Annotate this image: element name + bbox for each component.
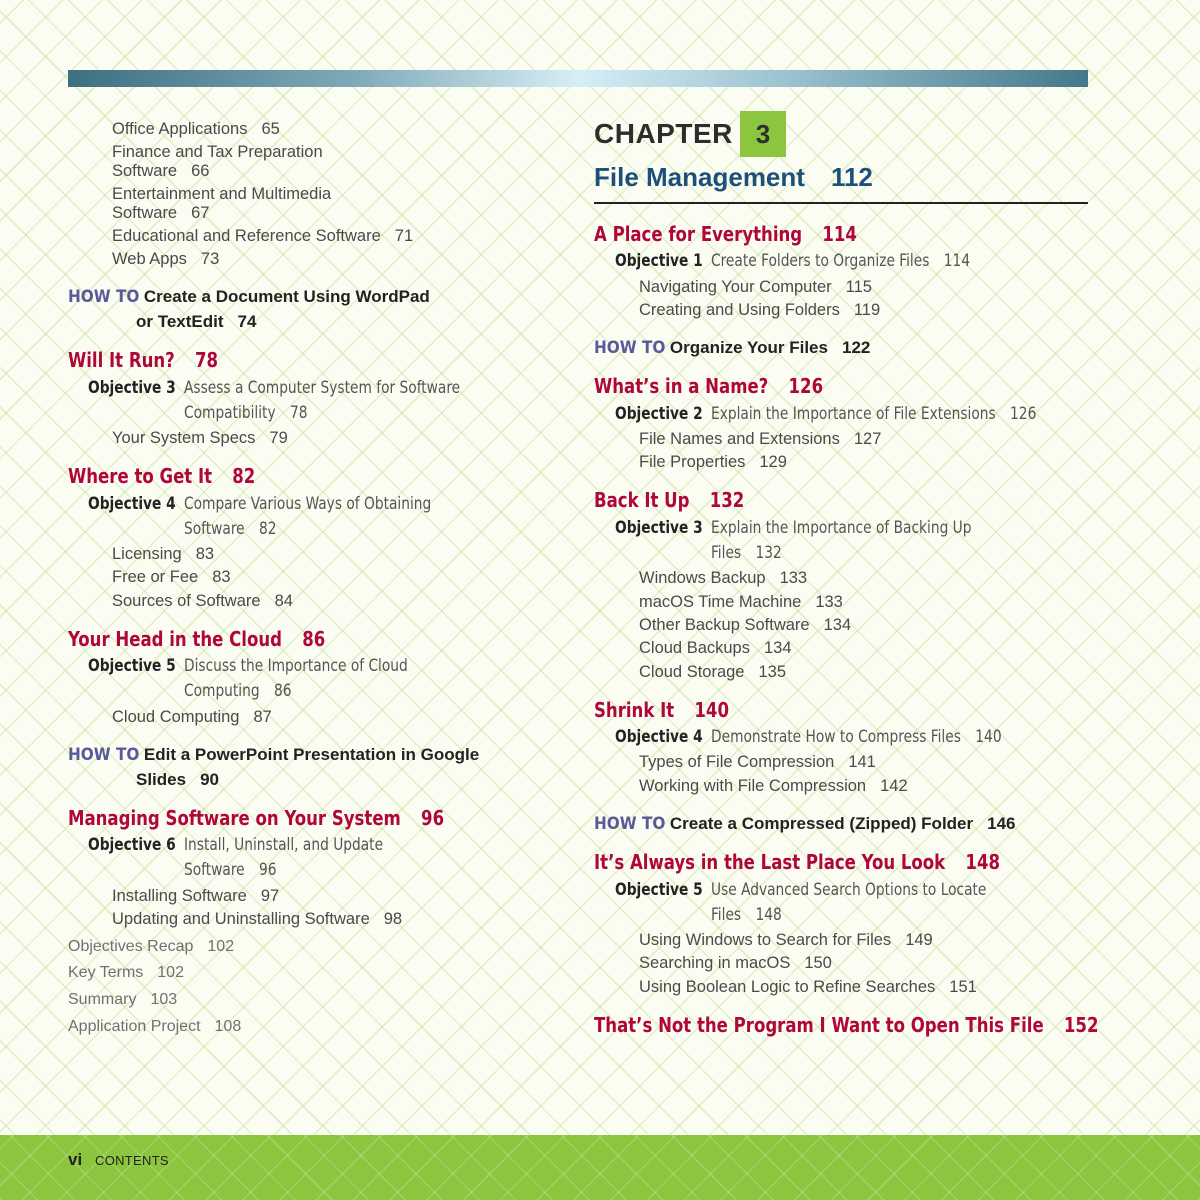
entry-text: Finance and Tax Preparation	[112, 143, 323, 161]
objective-title[interactable]: Create Folders to Organize Files 114	[711, 251, 971, 271]
section-heading[interactable]: What’s in a Name? 126	[594, 374, 824, 398]
chapter-number-badge: 3	[740, 111, 786, 157]
entry-page: 73	[200, 250, 220, 268]
howto-title: Create a Document Using WordPad	[143, 287, 430, 306]
howto-tag: HOW TO	[68, 745, 140, 765]
howto-tag: HOW TO	[594, 814, 666, 834]
entry-text: Web Apps	[112, 250, 187, 268]
objective-page: 96	[259, 860, 277, 880]
section-page: 126	[788, 374, 824, 398]
objective-label: Objective 4	[88, 494, 176, 514]
section-heading[interactable]: Back It Up 132	[594, 488, 745, 512]
objective-page: 86	[274, 681, 292, 701]
howto-page: 146	[987, 814, 1016, 833]
howto-page: 122	[841, 338, 871, 357]
howto-page: 90	[200, 770, 220, 789]
section-heading[interactable]: Will It Run? 78	[68, 348, 219, 372]
toc-entry[interactable]	[112, 120, 280, 139]
toc-entry[interactable]: Types of File Compression 141	[639, 753, 876, 771]
objective-page: 126	[1010, 404, 1037, 424]
toc-entry[interactable]: Windows Backup 133	[639, 569, 808, 587]
objective-label: Objective 4	[615, 727, 703, 747]
section-heading[interactable]: A Place for Everything 114	[594, 222, 857, 246]
section-heading[interactable]: Where to Get It 82	[68, 464, 256, 488]
objective-label: Objective 5	[615, 880, 703, 900]
objective-label: Objective 6	[88, 835, 176, 855]
section-heading[interactable]: That’s Not the Program I Want to Open This File 152	[594, 1013, 1099, 1037]
toc-entry[interactable]: Application Project 108	[68, 1018, 242, 1035]
objective-page: 114	[943, 251, 971, 271]
objective-title[interactable]: Install, Uninstall, and Update Software 96	[184, 835, 384, 880]
howto-title-cont: Slides 90	[136, 770, 220, 789]
toc-entry[interactable]: Using Boolean Logic to Refine Searches 151	[639, 978, 977, 996]
toc-entry[interactable]: Updating and Uninstalling Software 98	[112, 910, 403, 928]
entry-text-cont: Software	[112, 162, 178, 180]
toc-entry[interactable]: File Properties 129	[639, 453, 787, 471]
entry-text-cont: Software	[112, 204, 178, 222]
entry-text: Entertainment and Multimedia	[112, 185, 332, 203]
header-gradient-bar	[68, 70, 1088, 87]
toc-entry[interactable]: Searching in macOS 150	[639, 954, 832, 972]
section-heading[interactable]: Shrink It 140	[594, 698, 729, 722]
toc-entry[interactable]: Sources of Software 84	[112, 592, 293, 610]
section-page: 82	[232, 464, 256, 488]
section-page: 96	[421, 806, 445, 830]
footer-band	[0, 1135, 1200, 1200]
objective-page: 140	[975, 727, 1002, 747]
toc-entry[interactable]: Cloud Backups 134	[639, 639, 792, 657]
objective-title[interactable]: Explain the Importance of File Extensions 126	[711, 404, 1037, 424]
howto-entry[interactable]	[68, 284, 430, 309]
section-page: 140	[694, 698, 729, 722]
objective-title[interactable]: Explain the Importance of Backing Up Files 132	[711, 518, 972, 563]
howto-entry[interactable]	[594, 335, 870, 360]
toc-entry[interactable]: Creating and Using Folders 119	[639, 301, 881, 319]
section-page: 114	[822, 222, 857, 246]
toc-entry[interactable]: Using Windows to Search for Files 149	[639, 931, 933, 949]
objective-page: 82	[259, 519, 277, 539]
toc-entry[interactable]: Working with File Compression 142	[639, 777, 908, 795]
page-number: vi	[68, 1150, 83, 1169]
section-page: 132	[709, 488, 745, 512]
running-head: CONTENTS	[95, 1153, 169, 1168]
entry-page: 71	[394, 227, 414, 245]
chapter-page: 112	[830, 162, 873, 192]
toc-entry[interactable]	[112, 143, 323, 181]
entry-page: 67	[191, 204, 210, 222]
section-heading[interactable]: Your Head in the Cloud 86	[68, 627, 326, 651]
howto-tag: HOW TO	[594, 338, 666, 358]
howto-tag: HOW TO	[68, 287, 140, 307]
chapter-title[interactable]: File Management 112	[594, 162, 873, 192]
howto-entry[interactable]	[68, 742, 479, 767]
objective-title[interactable]: Demonstrate How to Compress Files 140	[711, 727, 1002, 747]
entry-text: Educational and Reference Software	[112, 227, 381, 245]
toc-entry[interactable]: Cloud Computing 87	[112, 708, 272, 726]
howto-title: Edit a PowerPoint Presentation in Google	[143, 745, 480, 764]
toc-entry[interactable]: File Names and Extensions 127	[639, 430, 882, 448]
toc-entry[interactable]: Navigating Your Computer 115	[639, 278, 872, 296]
objective-title[interactable]: Compare Various Ways of Obtaining Software 82	[184, 494, 432, 539]
chapter-divider	[594, 202, 1088, 204]
entry-page: 65	[261, 120, 280, 138]
toc-entry[interactable]: Installing Software 97	[112, 887, 280, 905]
objective-label: Objective 5	[88, 656, 176, 676]
section-page: 86	[302, 627, 326, 651]
howto-title-cont: or TextEdit 74	[136, 312, 257, 331]
objective-page: 148	[755, 905, 782, 925]
toc-entry[interactable]: Other Backup Software 134	[639, 616, 852, 634]
chapter-label: CHAPTER	[594, 118, 733, 149]
objective-title[interactable]: Use Advanced Search Options to Locate Files 148	[711, 880, 987, 925]
toc-entry[interactable]: Summary 103	[68, 991, 178, 1008]
entry-page: 66	[191, 162, 210, 180]
toc-entry[interactable]: Free or Fee 83	[112, 568, 231, 586]
section-heading[interactable]: Managing Software on Your System 96	[68, 806, 445, 830]
objective-label: Objective 1	[615, 251, 703, 271]
toc-entry[interactable]	[112, 227, 413, 246]
toc-entry[interactable]: Key Terms 102	[68, 964, 184, 981]
section-page: 78	[195, 348, 219, 372]
section-page: 148	[965, 850, 1000, 874]
section-heading[interactable]: It’s Always in the Last Place You Look 148	[594, 850, 1000, 874]
toc-entry[interactable]: Objectives Recap 102	[68, 938, 235, 955]
objective-title[interactable]: Discuss the Importance of Cloud Computing 86	[184, 656, 408, 701]
toc-entry[interactable]: macOS Time Machine 133	[639, 593, 843, 611]
objective-label: Objective 3	[615, 518, 703, 538]
entry-text: Office Applications	[112, 120, 248, 138]
howto-page: 74	[237, 312, 257, 331]
section-page: 152	[1063, 1013, 1099, 1037]
objective-page: 78	[290, 403, 308, 423]
toc-entry[interactable]: Your System Specs 79	[112, 429, 288, 447]
toc-entry[interactable]: Licensing 83	[112, 545, 215, 563]
howto-entry[interactable]	[594, 811, 1016, 836]
objective-page: 132	[755, 543, 782, 563]
objective-title[interactable]: Assess a Computer System for Software Compatibility 78	[184, 378, 461, 423]
toc-entry[interactable]	[112, 250, 219, 269]
toc-entry[interactable]	[112, 185, 331, 223]
howto-title: Create a Compressed (Zipped) Folder 146	[669, 814, 1016, 833]
toc-entry[interactable]: Cloud Storage 135	[639, 663, 787, 681]
howto-title: Organize Your Files 122	[669, 338, 871, 357]
objective-label: Objective 3	[88, 378, 176, 398]
objective-label: Objective 2	[615, 404, 703, 424]
